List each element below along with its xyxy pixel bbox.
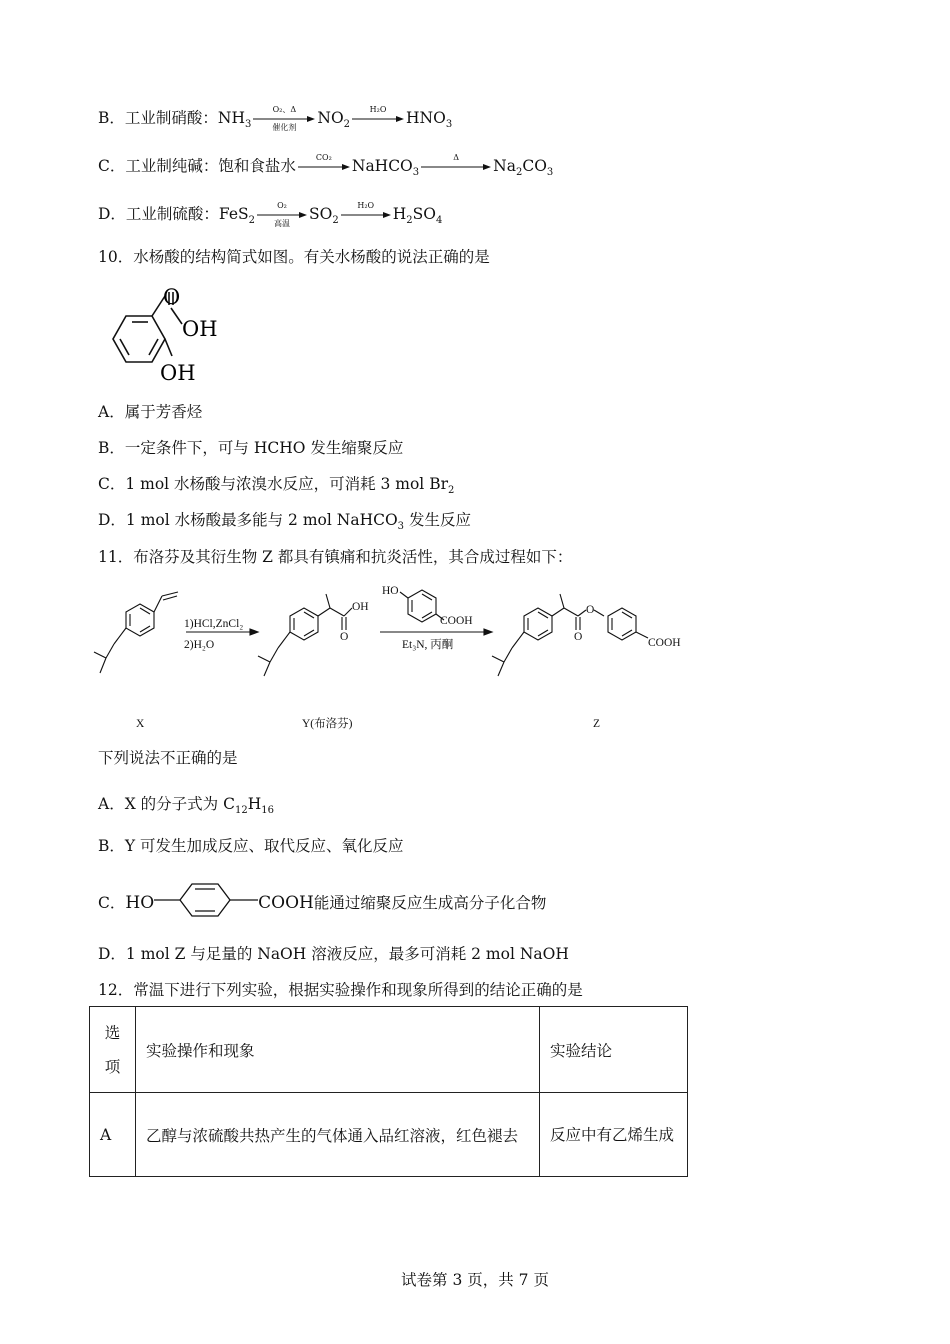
header-option: 选项 xyxy=(90,1007,136,1093)
carboxyl-oh-label: OH xyxy=(182,317,218,341)
q9-option-c: C．工业制纯碱：饱和食盐水 CO₂ NaHCO$_3$ Δ $Na_2CO_3$ xyxy=(98,153,554,179)
ibuprofen-synthesis-scheme xyxy=(90,578,710,738)
q10-option-a: A．属于芳香烃 xyxy=(98,403,203,421)
reaction-arrow: O₂ 高温 xyxy=(257,204,307,226)
q9b-label: B．工业制硝酸： xyxy=(98,109,218,127)
step2-condition: Et₃N, 丙酮 xyxy=(402,639,454,651)
table-header-row xyxy=(90,1007,688,1093)
step1-workup: 2)H₂O xyxy=(184,639,215,651)
row-operation: 乙醇与浓硫酸共热产生的气体通入品红溶液，红色褪去 xyxy=(136,1093,540,1177)
z-carbonyl-o-label: O xyxy=(574,631,583,643)
q11-option-b: B．Y 可发生加成反应、取代反应、氧化反应 xyxy=(98,837,404,855)
q10-option-c: C．1 mol 水杨酸与浓溴水反应，可消耗 3 mol $Br_2$ xyxy=(98,475,455,497)
experiment-table xyxy=(89,1006,688,1177)
header-conclusion: 实验结论 xyxy=(540,1007,688,1093)
reaction-arrow: H₂O xyxy=(341,204,391,226)
reagent-cooh-label: COOH xyxy=(440,615,473,627)
compound-x-label: X xyxy=(136,718,145,730)
q11-question: 下列说法不正确的是 xyxy=(98,749,238,767)
salicylic-acid-structure xyxy=(96,282,236,386)
q11-stem: 11．布洛芬及其衍生物 Z 都具有镇痛和抗炎活性，其合成过程如下： xyxy=(98,548,573,566)
reaction-arrow: CO₂ xyxy=(298,156,350,178)
q10-stem: 10．水杨酸的结构简式如图。有关水杨酸的说法正确的是 xyxy=(98,248,490,266)
q12-stem: 12．常温下进行下列实验，根据实验操作和现象所得到的结论正确的是 xyxy=(98,981,583,999)
reaction-arrow: H₂O xyxy=(352,108,404,130)
y-oh-label: OH xyxy=(352,601,369,613)
z-cooh-label: COOH xyxy=(648,637,681,649)
q9-option-d: D．工业制硫酸：FeS$_2$ O₂ 高温 $SO_2$ H₂O $H_2SO_4$ xyxy=(98,201,443,228)
q10-option-b: B．一定条件下，可与 HCHO 发生缩聚反应 xyxy=(98,439,404,457)
q9-option-b: B．工业制硝酸：$NH_3$ O₂、Δ 催化剂 $NO_2$ H₂O $HNO_3$ xyxy=(98,105,453,132)
step1-reagent: 1)HCl,ZnCl₂ xyxy=(184,618,244,630)
q11-option-c: C．HO COOH能通过缩聚反应生成高分子化合物 xyxy=(98,888,546,920)
compound-z-label: Z xyxy=(593,718,601,730)
row-option: A xyxy=(90,1093,136,1177)
table-row xyxy=(90,1093,688,1177)
reaction-arrow: O₂、Δ 催化剂 xyxy=(253,108,315,130)
y-o-label: O xyxy=(340,631,349,643)
phenol-oh-label: OH xyxy=(160,361,196,385)
carbonyl-o-label: O xyxy=(163,285,181,309)
q10-option-d: D．1 mol 水杨酸最多能与 2 mol NaHCO$_3$ 发生反应 xyxy=(98,511,471,533)
row-conclusion: 反应中有乙烯生成 xyxy=(540,1093,688,1177)
q11-option-d: D．1 mol Z 与足量的 NaOH 溶液反应，最多可消耗 2 mol NaOH xyxy=(98,945,569,963)
reaction-arrow: Δ xyxy=(421,156,491,178)
benzene-ring-structure xyxy=(154,880,258,920)
header-operation: 实验操作和现象 xyxy=(136,1007,540,1093)
q11-option-a: A．X 的分子式为 $C_{12}H_{16}$ xyxy=(98,795,274,817)
page-footer: 试卷第 3 页，共 7 页 xyxy=(401,1271,549,1289)
z-ester-o-label: O xyxy=(586,604,595,616)
compound-y-label: Y(布洛芬) xyxy=(302,718,353,730)
reagent-ho-label: HO xyxy=(382,585,399,597)
